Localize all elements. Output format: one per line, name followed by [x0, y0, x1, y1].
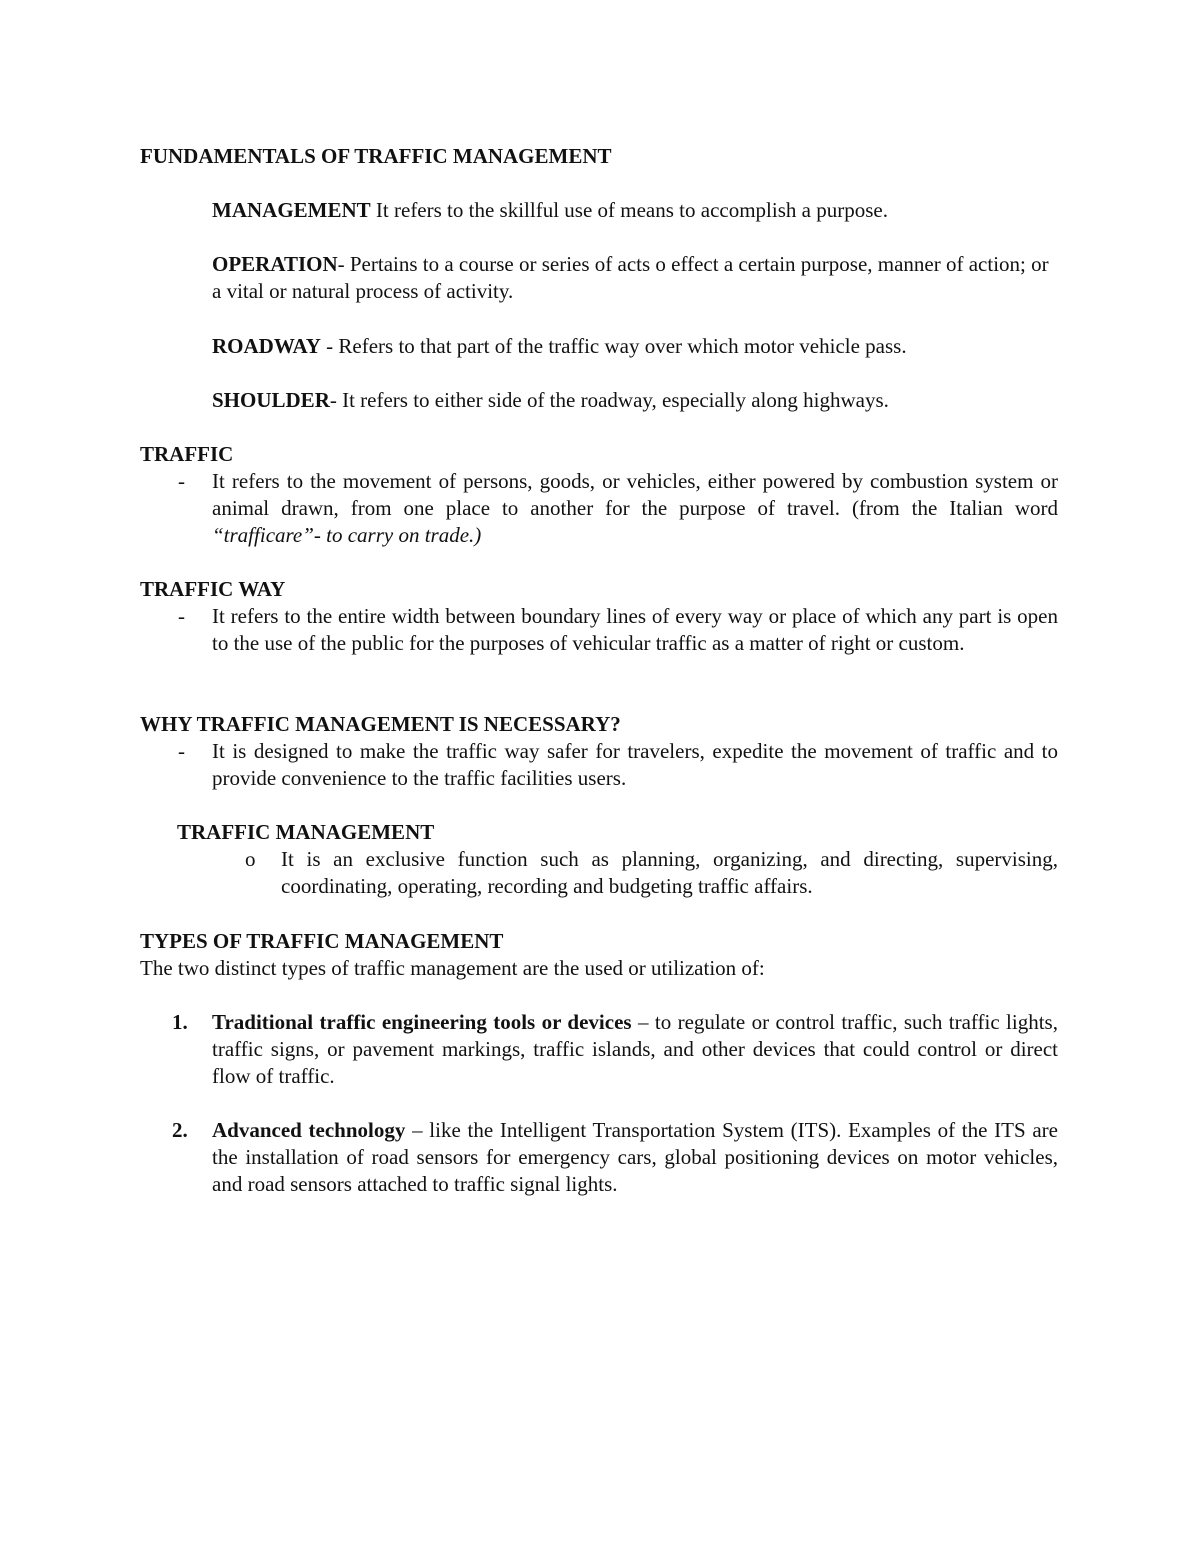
types-intro: The two distinct types of traffic management are the used or utilization of: [140, 956, 765, 980]
section-heading-why: WHY TRAFFIC MANAGEMENT IS NECESSARY? [140, 712, 621, 736]
definition-operation [212, 251, 1058, 305]
definition-term: MANAGEMENT [212, 198, 371, 222]
bullet-marker: o [245, 847, 256, 871]
dash-marker: - [178, 604, 185, 628]
definition-roadway [212, 333, 1058, 360]
list-number: 2. [172, 1118, 188, 1142]
definition-text: - Refers to that part of the traffic way over which motor vehicle pass. [326, 334, 907, 358]
traffic-text: It refers to the movement of persons, goods, or vehicles, either powered by combustion system or animal drawn, from one place to another for the purpose of travel. (from the Italian word [212, 469, 1058, 520]
traffic-etymology: “trafficare”- to carry on trade.) [212, 523, 482, 547]
list-item-text: – like the Intelligent Transportation System (ITS). Examples of the ITS are the installation of road sensors for emergency cars, global positioning devices on motor vehicles, and road sensors attached to traffic signal lights. [212, 1118, 1058, 1196]
definition-text: - Pertains to a course or series of acts o effect a certain purpose, manner of action; or a vital or natural process of activity. [212, 252, 1049, 303]
why-paragraph: It is designed to make the traffic way safer for travelers, expedite the movement of traffic and to provide convenience to the traffic facilities users. [212, 739, 1058, 790]
section-heading-traffic-management: TRAFFIC MANAGEMENT [177, 820, 435, 844]
definition-term: SHOULDER [212, 388, 330, 412]
list-item [212, 1117, 1058, 1198]
traffic-way-paragraph: It refers to the entire width between boundary lines of every way or place of which any part is open to the use of the public for the purposes of vehicular traffic as a matter of right or custom. [212, 604, 1058, 655]
list-item-text: – to regulate or control traffic, such traffic lights, traffic signs, or pavement markings, traffic islands, and other devices that could control or direct flow of traffic. [212, 1010, 1058, 1088]
section-heading-types: TYPES OF TRAFFIC MANAGEMENT [140, 929, 504, 953]
list-item-title: Advanced technology [212, 1118, 406, 1142]
section-heading-traffic-way: TRAFFIC WAY [140, 577, 286, 601]
definition-term: ROADWAY [212, 334, 321, 358]
dash-marker: - [178, 739, 185, 763]
traffic-paragraph [212, 468, 1058, 549]
list-item [212, 1009, 1058, 1090]
list-item-title: Traditional traffic engineering tools or devices [212, 1010, 632, 1034]
section-heading-traffic: TRAFFIC [140, 442, 234, 466]
definition-term: OPERATION [212, 252, 338, 276]
dash-marker: - [178, 469, 185, 493]
page-title: FUNDAMENTALS OF TRAFFIC MANAGEMENT [140, 144, 612, 168]
definition-text: - It refers to either side of the roadway, especially along highways. [329, 388, 889, 412]
definition-text: It refers to the skillful use of means to accomplish a purpose. [375, 198, 888, 222]
traffic-management-paragraph: It is an exclusive function such as planning, organizing, and directing, supervising, coordinating, operating, recording and budgeting traffic affairs. [281, 847, 1058, 898]
definition-management [212, 197, 1058, 224]
list-number: 1. [172, 1010, 188, 1034]
definition-shoulder [212, 387, 1058, 414]
